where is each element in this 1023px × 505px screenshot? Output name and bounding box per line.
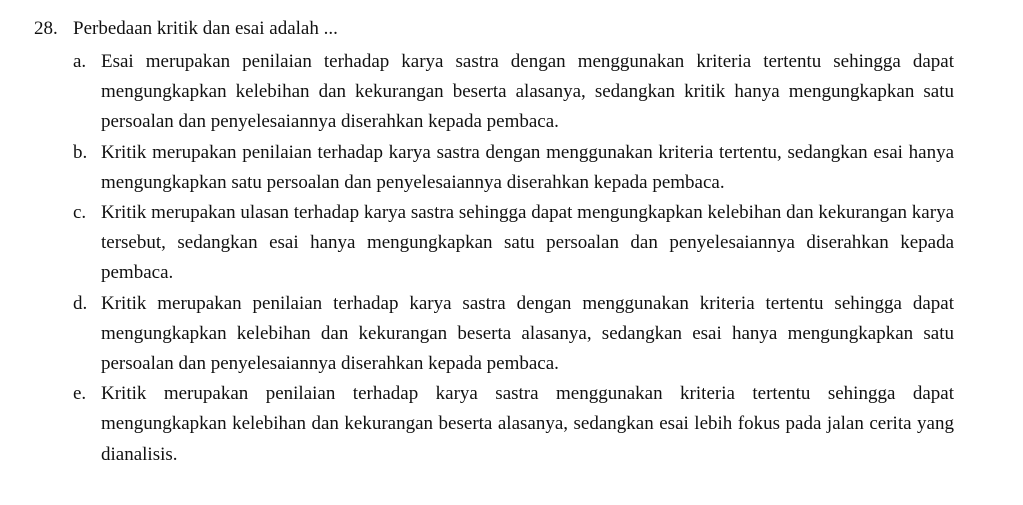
option-letter: b. [73, 141, 88, 163]
option-text: Kritik merupakan ulasan terhadap karya sastra sehingga dapat mengungkapkan kelebihan dan kekurangan karya tersebut, sedangkan esai hanya mengungkapkan satu persoalan dan penyelesaiannya diserahkan kepada pembaca. [101, 202, 954, 284]
option-d[interactable] [0, 289, 1023, 380]
option-letter: a. [73, 51, 87, 72]
question-number: 28. [34, 18, 58, 39]
option-text: Kritik merupakan penilaian terhadap karya sastra dengan menggunakan kriteria tertentu, sedangkan esai hanya mengungkapkan satu persoalan dan penyelesaiannya diserahkan kepada pembaca. [101, 141, 954, 193]
answer-options [0, 47, 1023, 470]
question-text: Perbedaan kritik dan esai adalah ... [73, 18, 338, 39]
option-a[interactable] [0, 47, 1023, 138]
option-c[interactable] [0, 198, 1023, 289]
option-letter: e. [73, 383, 87, 405]
option-letter: d. [73, 292, 88, 314]
option-letter: c. [73, 202, 87, 224]
option-text: Esai merupakan penilaian terhadap karya sastra dengan menggunakan kriteria tertentu sehingga dapat mengungkapkan kelebihan dan kekurangan beserta alasanya, sedangkan kritik hanya mengungkapkan satu persoalan dan penyelesaiannya diserahkan kepada pembaca. [101, 51, 954, 133]
option-text: Kritik merupakan penilaian terhadap karya sastra dengan menggunakan kriteria tertentu sehingga dapat mengungkapkan kelebihan dan kekurangan beserta alasanya, sedangkan esai hanya mengungkapkan satu persoalan dan penyelesaiannya diserahkan kepada pembaca. [101, 292, 954, 375]
option-e[interactable] [0, 379, 1023, 470]
option-b[interactable] [0, 138, 1023, 198]
option-text: Kritik merupakan penilaian terhadap karya sastra menggunakan kriteria tertentu sehingga dapat mengungkapkan kelebihan dan kekurangan beserta alasanya, sedangkan esai lebih fokus pada jalan cerita yang dianalisis. [101, 383, 954, 465]
